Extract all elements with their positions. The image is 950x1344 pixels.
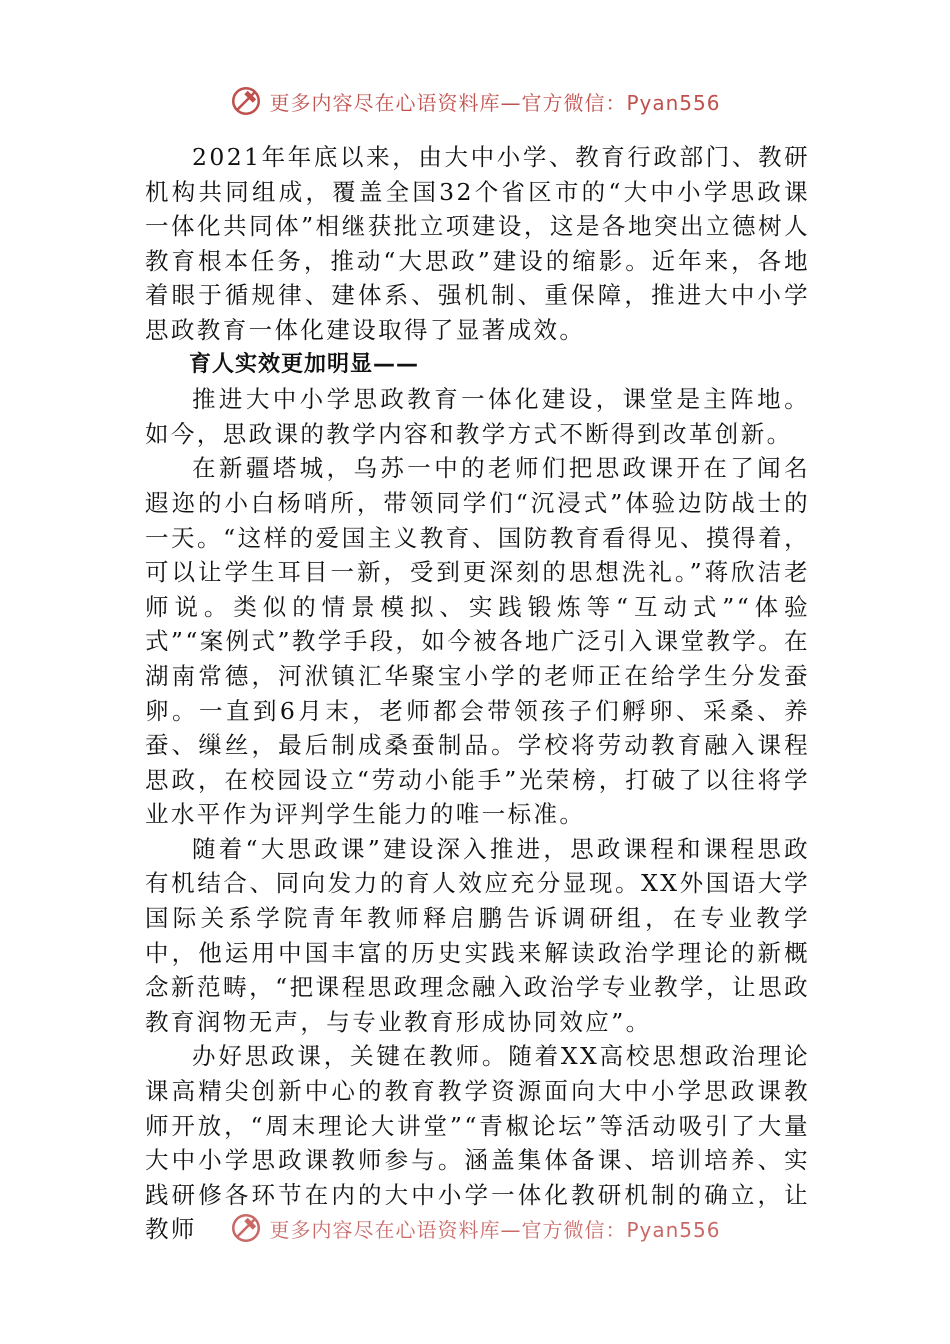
- watermark-text: 更多内容尽在心语资料库—官方微信：Pyan556: [269, 1217, 721, 1242]
- header-watermark: [0, 84, 950, 118]
- paragraph-classroom: 推进大中小学思政教育一体化建设，课堂是主阵地。如今，思政课的教学内容和教学方式不断得到改革创新。: [145, 385, 810, 448]
- paragraph-intro: 2021年年底以来，由大中小学、教育行政部门、教研机构共同组成，覆盖全国32个省区市的“大中小学思政课一体化共同体”相继获批立项建设，这是各地突出立德树人教育根本任务，推动“大思政”建设的缩影。近年来，各地着眼于循规律、建体系、强机制、重保障，推进大中小学思政教育一体化建设取得了显著成效。: [145, 143, 810, 344]
- paragraph-teachers: 办好思政课，关键在教师。随着XX高校思想政治理论课高精尖创新中心的教育教学资源面向大中小学思政课教师开放，“周末理论大讲堂”“青椒论坛”等活动吸引了大量大中小学思政课教师参与。涵盖集体备课、培训培养、实践研修各环节在内的大中小学一体化教研机制的确立，让教师: [145, 1042, 810, 1244]
- section-heading: 育人实效更加明显——: [189, 351, 420, 377]
- document-body: [145, 140, 810, 1247]
- paragraph-xinjiang: 在新疆塔城，乌苏一中的老师们把思政课开在了闻名遐迩的小白杨哨所，带领同学们“沉浸式”体验边防战士的一天。“这样的爱国主义教育、国防教育看得见、摸得着，可以让学生耳目一新，受到更深刻的思想洗礼。”蒋欣洁老师说。类似的情景模拟、实践锻炼等“互动式”“体验式”“案例式”教学手段，如今被各地广泛引入课堂教学。在湖南常德，河洑镇汇华聚宝小学的老师正在给学生分发蚕卵。一直到6月末，老师都会带领孩子们孵卵、采桑、养蚕、缫丝，最后制成桑蚕制品。学校将劳动教育融入课程思政，在校园设立“劳动小能手”光荣榜，打破了以往将学业水平作为评判学生能力的唯一标准。: [145, 454, 810, 829]
- pen-logo-icon: [229, 1211, 263, 1245]
- pen-logo-icon: [229, 84, 263, 118]
- footer-watermark: [0, 1211, 950, 1245]
- watermark-text: 更多内容尽在心语资料库—官方微信：Pyan556: [269, 90, 721, 115]
- paragraph-curriculum: 随着“大思政课”建设深入推进，思政课程和课程思政有机结合、同向发力的育人效应充分显现。XX外国语大学国际关系学院青年教师释启鹏告诉调研组，在专业教学中，他运用中国丰富的历史实践来解读政治学理论的新概念新范畴，“把课程思政理念融入政治学专业教学，让思政教育润物无声，与专业教育形成协同效应”。: [145, 834, 810, 1036]
